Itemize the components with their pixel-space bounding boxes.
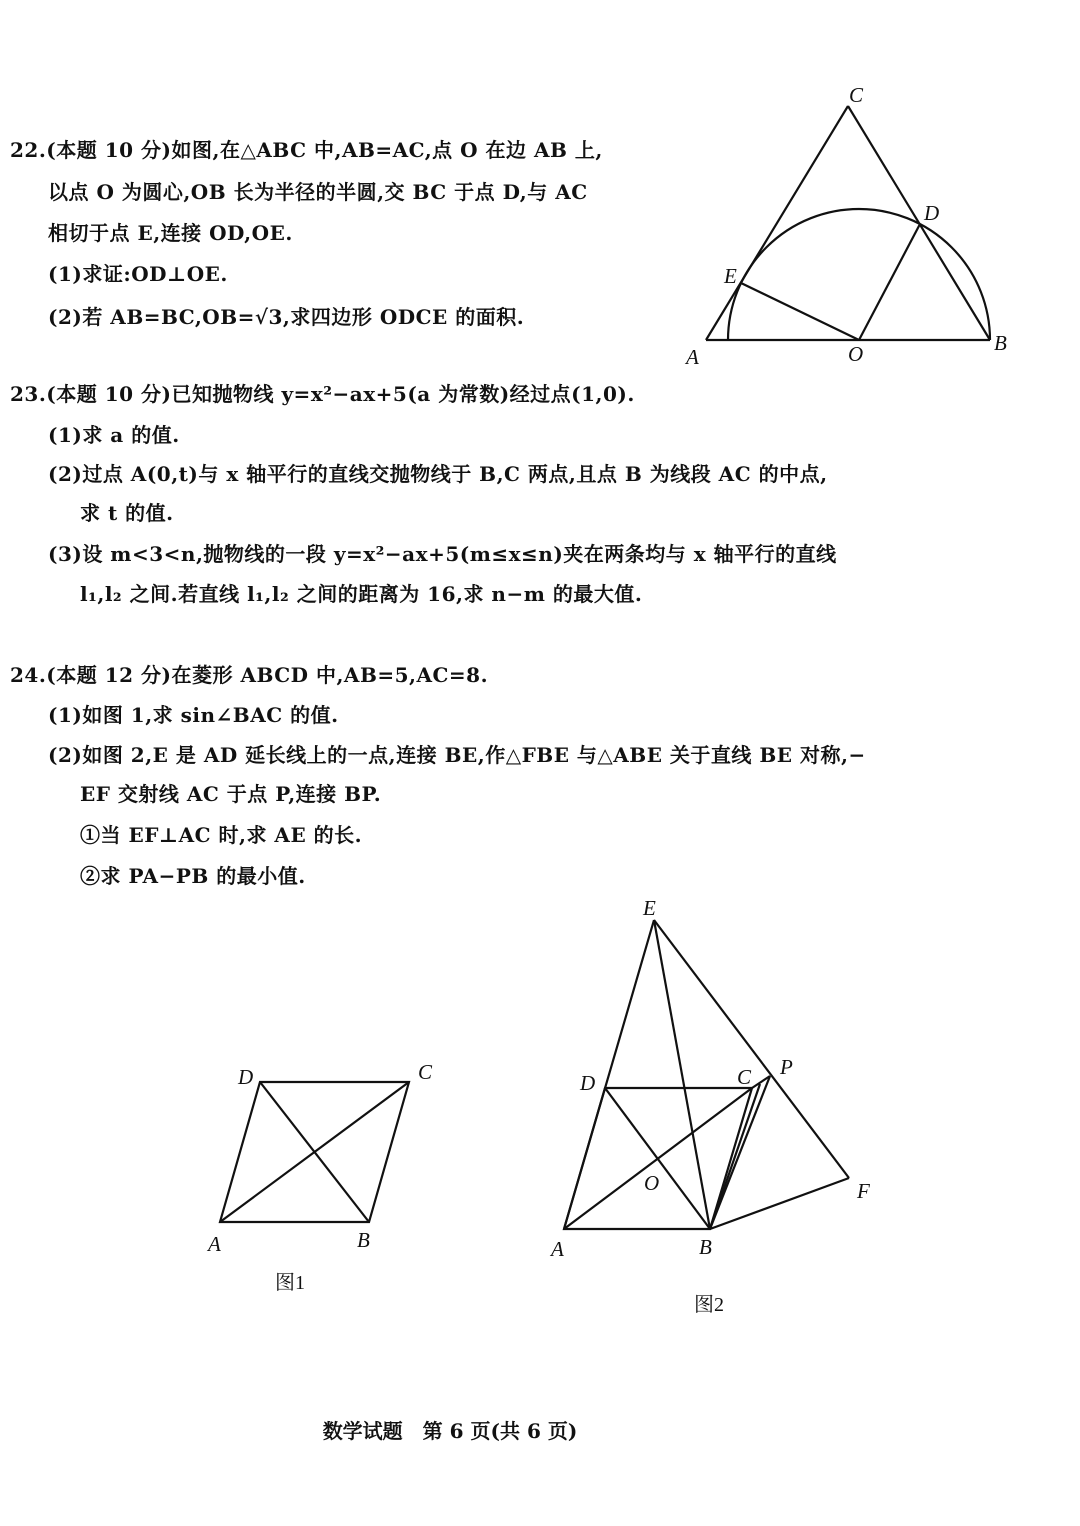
q24-line-6: ②求 PA−PB 的最小值. bbox=[80, 864, 306, 888]
q24-line-2: (1)如图 1,求 sin∠BAC 的值. bbox=[48, 703, 339, 727]
fig2-segment-bf bbox=[710, 1178, 849, 1229]
fig2-label-b: B bbox=[699, 1235, 712, 1259]
fig2-segment-be bbox=[654, 920, 710, 1229]
q22-line-5: (2)若 AB=BC,OB=√3,求四边形 ODCE 的面积. bbox=[48, 305, 525, 329]
q24-line-3: (2)如图 2,E 是 AD 延长线上的一点,连接 BE,作△FBE 与△ABE 关于直线 BE 对称,− bbox=[48, 743, 866, 767]
fig2-segment-ae bbox=[564, 920, 654, 1229]
q24-line-5: ①当 EF⊥AC 时,求 AE 的长. bbox=[80, 823, 363, 847]
fig2-label-e: E bbox=[643, 896, 656, 920]
fig2-label-p: P bbox=[780, 1055, 793, 1079]
fig1-label-a: A bbox=[208, 1232, 221, 1256]
q22-line-1: 22.(本题 10 分)如图,在△ABC 中,AB=AC,点 O 在边 AB 上, bbox=[10, 138, 603, 162]
fig1-label-c: C bbox=[418, 1060, 433, 1084]
q22-label-o: O bbox=[848, 342, 864, 366]
q23-line-4: 求 t 的值. bbox=[80, 501, 174, 525]
q23-line-6: l₁,l₂ 之间.若直线 l₁,l₂ 之间的距离为 16,求 n−m 的最大值. bbox=[80, 582, 643, 606]
q22-label-e: E bbox=[724, 264, 737, 288]
q22-label-d: D bbox=[924, 201, 940, 225]
q22-label-c: C bbox=[849, 83, 864, 107]
q22-line-2: 以点 O 为圆心,OB 长为半径的半圆,交 BC 于点 D,与 AC bbox=[48, 180, 588, 204]
fig2-diagonal-bd bbox=[605, 1088, 710, 1229]
fig2-label-c: C bbox=[737, 1065, 752, 1089]
q24-line-4: EF 交射线 AC 于点 P,连接 BP. bbox=[80, 782, 382, 806]
q23-line-5: (3)设 m<3<n,抛物线的一段 y=x²−ax+5(m≤x≤n)夹在两条均与 x 轴平行的直线 bbox=[48, 542, 837, 566]
q22-label-b: B bbox=[994, 331, 1007, 355]
q23-line-3: (2)过点 A(0,t)与 x 轴平行的直线交抛物线于 B,C 两点,且点 B 为线段 AC 的中点, bbox=[48, 462, 828, 486]
q22-line-4: (1)求证:OD⊥OE. bbox=[48, 262, 228, 286]
fig2-caption: 图2 bbox=[694, 1294, 724, 1316]
fig2-label-d: D bbox=[580, 1071, 596, 1095]
q23-line-1: 23.(本题 10 分)已知抛物线 y=x²−ax+5(a 为常数)经过点(1,0). bbox=[10, 382, 635, 406]
q24-line-1: 24.(本题 12 分)在菱形 ABCD 中,AB=5,AC=8. bbox=[10, 663, 489, 687]
fig2-label-f: F bbox=[857, 1179, 870, 1203]
q22-line-3: 相切于点 E,连接 OD,OE. bbox=[48, 221, 293, 245]
q22-label-a: A bbox=[686, 345, 699, 369]
q23-line-2: (1)求 a 的值. bbox=[48, 423, 180, 447]
fig2-segment-bc2 bbox=[710, 1084, 760, 1229]
fig1-label-b: B bbox=[357, 1228, 370, 1252]
fig2-label-a: A bbox=[551, 1237, 564, 1261]
fig1-label-d: D bbox=[238, 1065, 254, 1089]
fig2-label-o: O bbox=[644, 1171, 660, 1195]
page-footer: 数学试题 第 6 页(共 6 页) bbox=[322, 1419, 578, 1443]
fig1-caption: 图1 bbox=[275, 1272, 305, 1294]
